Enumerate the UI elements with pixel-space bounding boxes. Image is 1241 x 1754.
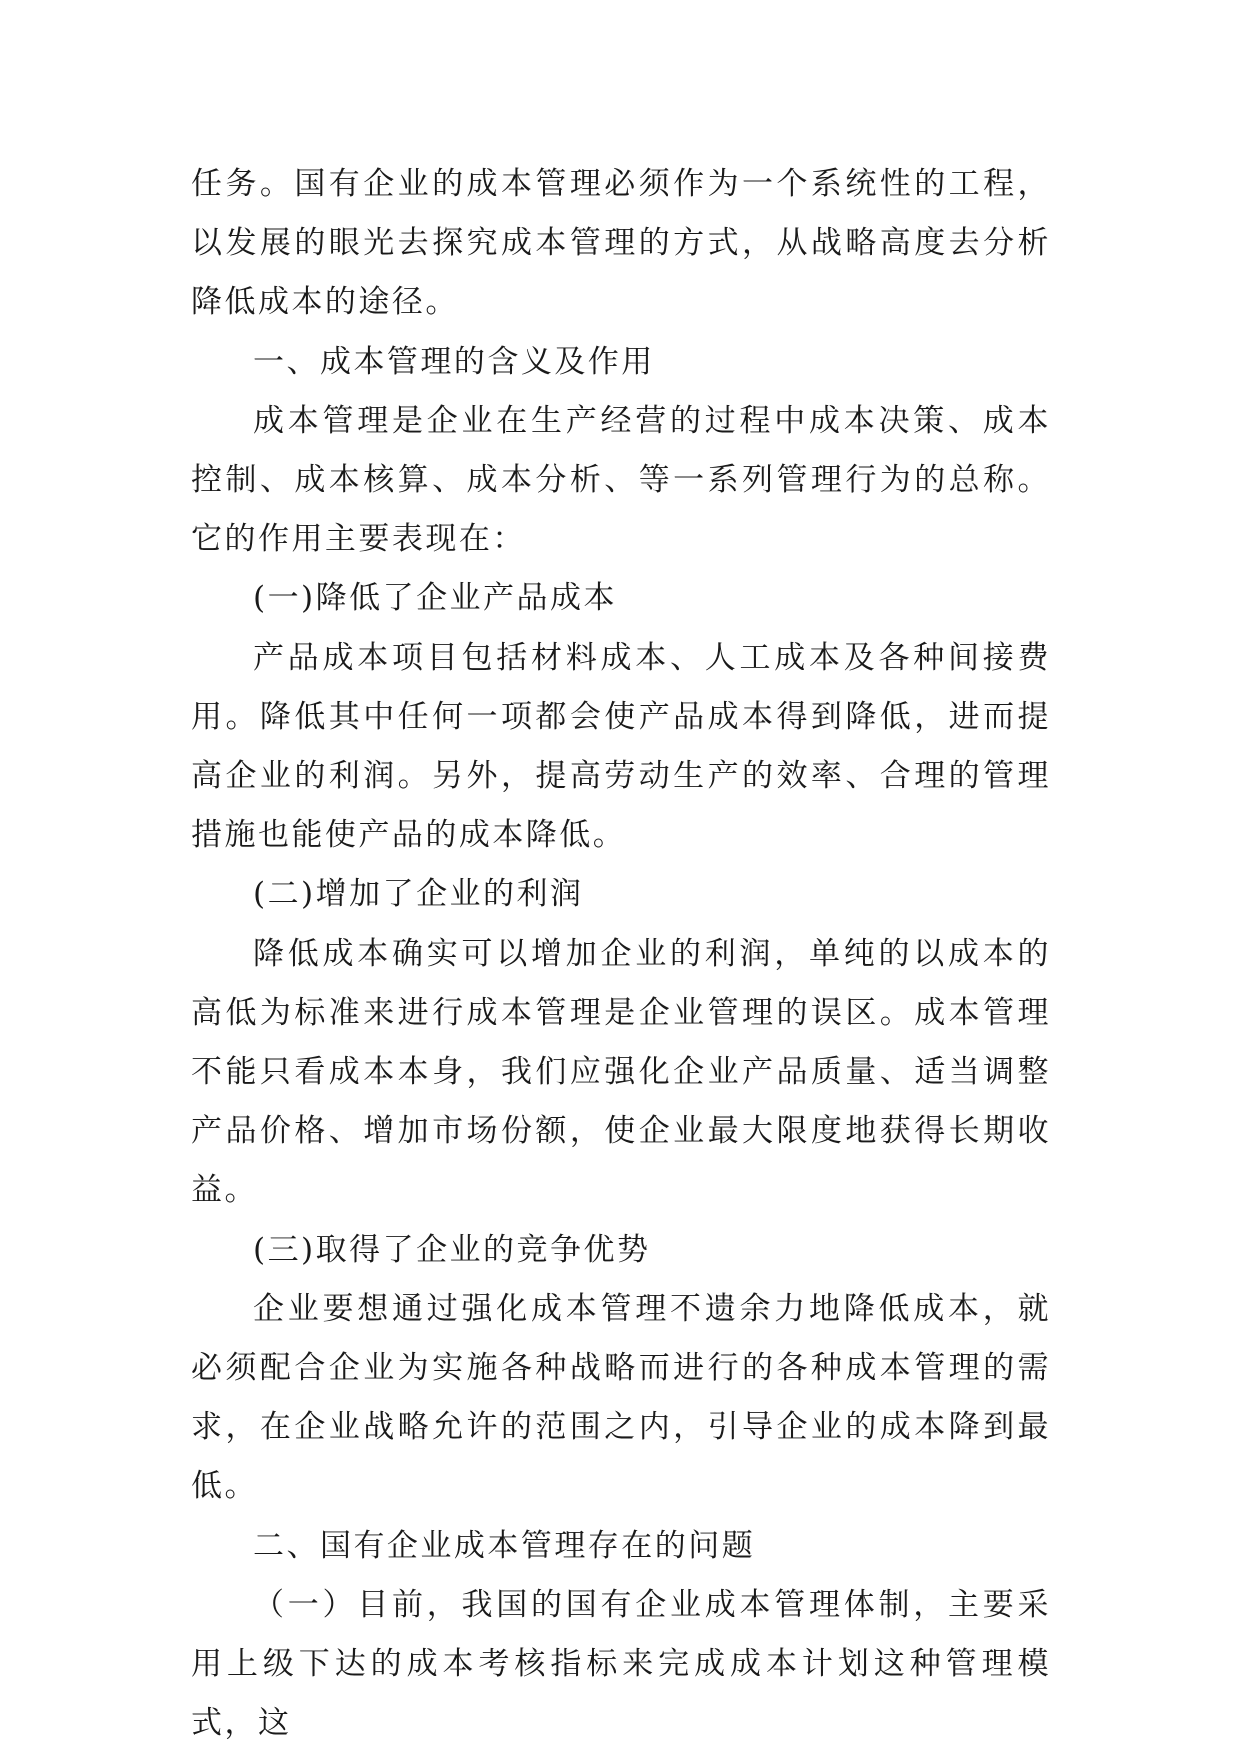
paragraph-continuation: 任务。国有企业的成本管理必须作为一个系统性的工程，以发展的眼光去探究成本管理的方式，从战略高度去分析降低成本的途径。 [191, 166, 1051, 321]
paragraph-cost-management-definition: 成本管理是企业在生产经营的过程中成本决策、成本控制、成本核算、成本分析、等一系列管理行为的总称。它的作用主要表现在： [191, 402, 1051, 558]
paragraph-product-cost: 产品成本项目包括材料成本、人工成本及各种间接费用。降低其中任何一项都会使产品成本得到降低，进而提高企业的利润。另外，提高劳动生产的效率、合理的管理措施也能使产品的成本降低。 [191, 639, 1051, 854]
document-body [191, 155, 1051, 1753]
paragraph-profit: 降低成本确实可以增加企业的利润，单纯的以成本的高低为标准来进行成本管理是企业管理的误区。成本管理不能只看成本本身，我们应强化企业产品质量、适当调整产品价格、增加市场份额，使企业最大限度地获得长期收益。 [191, 935, 1051, 1209]
subheading-1-3: (三)取得了企业的竞争优势 [253, 1231, 651, 1268]
paragraph-competitive-advantage: 企业要想通过强化成本管理不遗余力地降低成本，就必须配合企业为实施各种战略而进行的各种成本管理的需求，在企业战略允许的范围之内，引导企业的成本降到最低。 [191, 1290, 1051, 1505]
section-heading-1: 一、成本管理的含义及作用 [253, 343, 655, 380]
section-heading-2: 二、国有企业成本管理存在的问题 [253, 1527, 756, 1564]
paragraph-problem-1: （一）目前，我国的国有企业成本管理体制，主要采用上级下达的成本考核指标来完成成本计划这种管理模式，这 [191, 1586, 1051, 1742]
subheading-1-1: (一)降低了企业产品成本 [253, 580, 617, 617]
subheading-1-2: (二)增加了企业的利润 [253, 876, 584, 913]
